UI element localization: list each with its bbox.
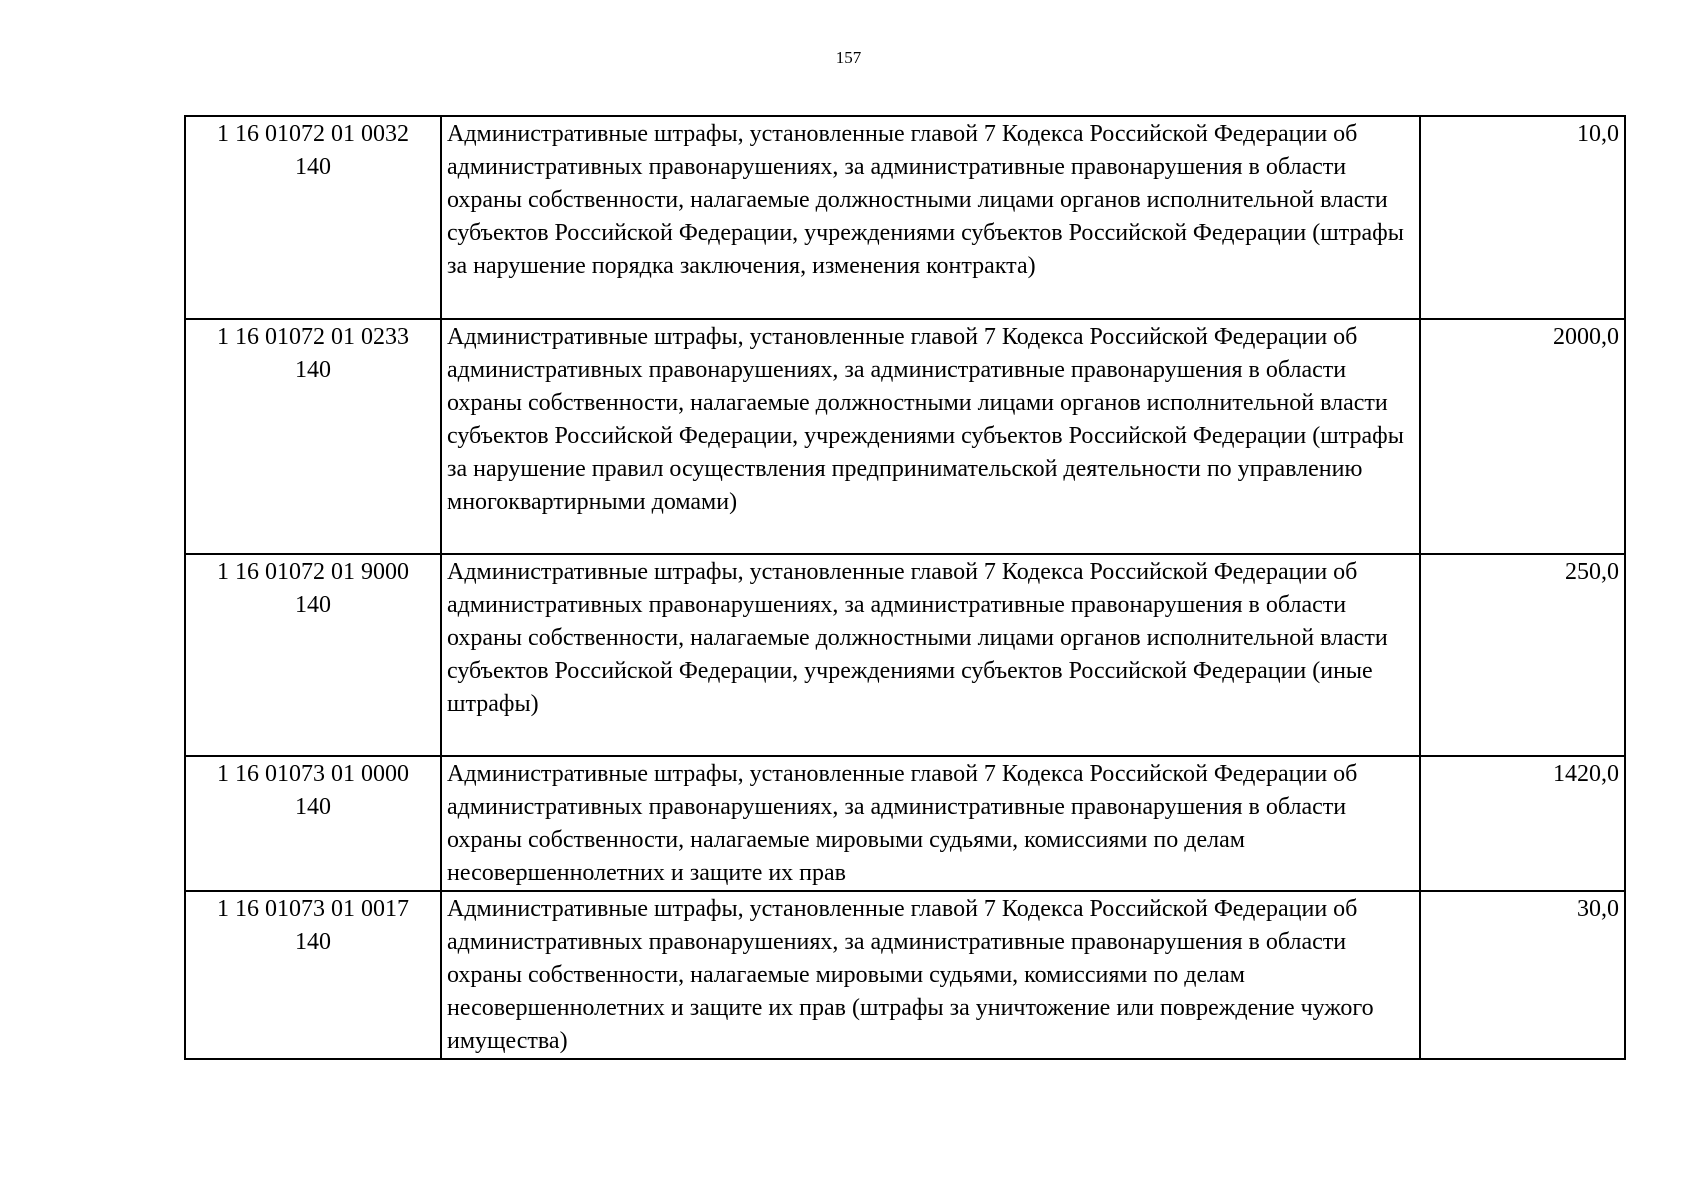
revenue-code-suffix: 140 (295, 794, 331, 820)
table-row (185, 891, 1625, 1059)
revenue-code: 1 16 01073 01 0017 (217, 896, 409, 922)
revenue-description: Административные штрафы, установленные главой 7 Кодекса Российской Федерации об административных правонарушениях, за административные правонарушения в области охраны собственности, налагаемые мировыми судьями, комиссиями по делам несовершеннолетних и защите их прав (441, 756, 1420, 891)
table-row (185, 554, 1625, 756)
revenue-code-cell (185, 319, 441, 554)
revenue-amount: 30,0 (1420, 891, 1625, 1059)
revenue-amount: 2000,0 (1420, 319, 1625, 554)
revenue-code-cell (185, 554, 441, 756)
revenue-description: Административные штрафы, установленные главой 7 Кодекса Российской Федерации об административных правонарушениях, за административные правонарушения в области охраны собственности, налагаемые должностными лицами органов исполнительной власти субъектов Российской Федерации, учреждениями субъектов Российской Федерации (штрафы за нарушение порядка заключения, изменения контракта) (441, 116, 1420, 319)
revenue-code: 1 16 01072 01 0233 (217, 324, 409, 350)
revenue-code: 1 16 01073 01 0000 (217, 761, 409, 787)
revenue-code: 1 16 01072 01 0032 (217, 121, 409, 147)
revenue-code-cell (185, 116, 441, 319)
revenue-amount: 1420,0 (1420, 756, 1625, 891)
revenue-code-suffix: 140 (295, 154, 331, 180)
revenue-code-suffix: 140 (295, 929, 331, 955)
revenue-description: Административные штрафы, установленные главой 7 Кодекса Российской Федерации об административных правонарушениях, за административные правонарушения в области охраны собственности, налагаемые мировыми судьями, комиссиями по делам несовершеннолетних и защите их прав (штрафы за уничтожение или повреждение чужого имущества) (441, 891, 1420, 1059)
revenue-code: 1 16 01072 01 9000 (217, 559, 409, 585)
table-row (185, 756, 1625, 891)
revenue-description: Административные штрафы, установленные главой 7 Кодекса Российской Федерации об административных правонарушениях, за административные правонарушения в области охраны собственности, налагаемые должностными лицами органов исполнительной власти субъектов Российской Федерации, учреждениями субъектов Российской Федерации (иные штрафы) (441, 554, 1420, 756)
table-row (185, 116, 1625, 319)
revenue-amount: 10,0 (1420, 116, 1625, 319)
revenue-code-suffix: 140 (295, 357, 331, 383)
table-row (185, 319, 1625, 554)
revenue-code-cell (185, 891, 441, 1059)
revenue-code-suffix: 140 (295, 592, 331, 618)
page-number: 157 (835, 48, 862, 67)
revenue-code-cell (185, 756, 441, 891)
budget-revenue-table (184, 115, 1626, 1060)
revenue-amount: 250,0 (1420, 554, 1625, 756)
revenue-description: Административные штрафы, установленные главой 7 Кодекса Российской Федерации об административных правонарушениях, за административные правонарушения в области охраны собственности, налагаемые должностными лицами органов исполнительной власти субъектов Российской Федерации, учреждениями субъектов Российской Федерации (штрафы за нарушение правил осуществления предпринимательской деятельности по управлению многоквартирными домами) (441, 319, 1420, 554)
